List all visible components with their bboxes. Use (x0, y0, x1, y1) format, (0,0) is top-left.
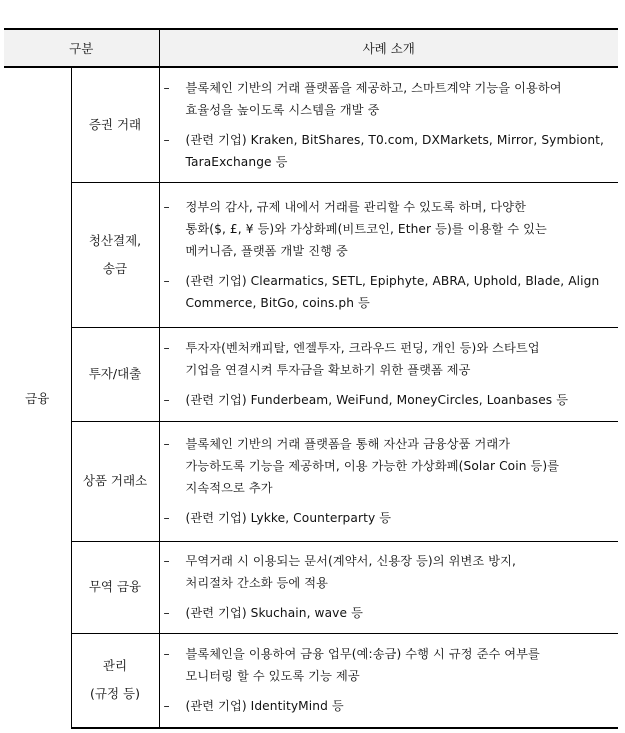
description-item (160, 602, 619, 624)
description-line: 모니터링 할 수 있도록 기능 제공 (185, 669, 360, 684)
description-line: 가능하도록 기능을 제공하며, 이용 가능한 가상화폐(Solar Coin 등)를 (185, 459, 560, 473)
description-cell (159, 182, 618, 327)
dash-bullet-icon: – (163, 393, 170, 407)
dash-bullet-icon: – (163, 647, 170, 662)
subcategory-cell (71, 541, 159, 633)
description-line: 메커니즘, 플랫폼 개발 진행 중 (185, 243, 348, 258)
description-item (160, 695, 619, 717)
table-row (4, 541, 618, 633)
description-line: (관련 기업) Skuchain, wave 등 (185, 606, 363, 620)
description-line: 블록체인 기반의 거래 플랫폼을 통해 자산과 금융상품 거래가 (185, 437, 511, 451)
table-row (4, 182, 618, 327)
description-item (160, 507, 619, 529)
description-item (160, 270, 619, 314)
description-line: TaraExchange 등 (185, 154, 288, 169)
subcategory-cell (71, 421, 159, 541)
dash-bullet-icon: – (163, 437, 170, 451)
header-category: 구분 (4, 29, 159, 67)
description-item (160, 129, 619, 173)
description-line: 처리절차 간소화 등에 적용 (185, 576, 329, 590)
description-line: 지속적으로 추가 (185, 481, 273, 495)
description-line: 효율성을 높이도록 시스템을 개발 중 (185, 102, 380, 117)
description-item (160, 337, 619, 381)
description-item (160, 77, 619, 121)
subcategory-line: 관리 (102, 658, 128, 674)
description-line: (관련 기업) Funderbeam, WeiFund, MoneyCircles, Loanbases 등 (185, 393, 569, 407)
subcategory-line: 증권 거래 (88, 116, 142, 132)
subcategory-cell (71, 182, 159, 327)
description-line: (관련 기업) Lykke, Counterparty 등 (185, 511, 392, 525)
description-item (160, 389, 619, 411)
description-line: (관련 기업) IdentityMind 등 (185, 699, 344, 714)
subcategory-cell (71, 327, 159, 421)
subcategory-line: 무역 금융 (88, 579, 142, 594)
dash-bullet-icon: – (163, 132, 170, 147)
table-body (4, 67, 618, 728)
blockchain-finance-table (4, 28, 618, 729)
description-line: Commerce, BitGo, coins.ph 등 (185, 295, 370, 310)
description-line: 정부의 감사, 규제 내에서 거래를 관리할 수 있도록 하며, 다양한 (185, 199, 527, 214)
dash-bullet-icon: – (163, 554, 170, 568)
dash-bullet-icon: – (163, 341, 170, 355)
description-line: 기업을 연결시켜 투자금을 확보하기 위한 플랫폼 제공 (185, 363, 471, 377)
table-row (4, 633, 618, 728)
category-cell: 금융 (4, 67, 71, 728)
description-item (160, 196, 619, 262)
table-row (4, 67, 618, 182)
description-line: 블록체인을 이용하여 금융 업무(예:송금) 수행 시 규정 준수 여부를 (185, 647, 540, 662)
description-cell (159, 633, 618, 728)
description-item (160, 643, 619, 687)
table-header-row (4, 29, 618, 67)
description-line: 무역거래 시 이용되는 문서(계약서, 신용장 등)의 위변조 방지, (185, 554, 516, 568)
dash-bullet-icon: – (163, 606, 170, 620)
description-cell (159, 421, 618, 541)
description-line: (관련 기업) Kraken, BitShares, T0.com, DXMarkets, Mirror, Symbiont, (185, 132, 605, 147)
header-cases: 사례 소개 (159, 29, 618, 67)
description-item (160, 550, 619, 594)
subcategory-line: 투자/대출 (88, 366, 142, 381)
table-row (4, 327, 618, 421)
description-line: 통화($, £, ¥ 등)와 가상화폐(비트코인, Ether 등)를 이용할 수 있는 (185, 221, 547, 236)
dash-bullet-icon: – (163, 199, 170, 214)
dash-bullet-icon: – (163, 273, 170, 288)
description-line: 투자자(벤처캐피탈, 엔젤투자, 크라우드 펀딩, 개인 등)와 스타트업 (185, 341, 540, 355)
subcategory-cell (71, 633, 159, 728)
dash-bullet-icon: – (163, 699, 170, 714)
description-cell (159, 67, 618, 182)
subcategory-cell (71, 67, 159, 182)
subcategory-line: 청산결제, (88, 232, 142, 248)
dash-bullet-icon: – (163, 80, 170, 95)
subcategory-line: (규정 등) (90, 686, 140, 702)
description-cell (159, 541, 618, 633)
description-cell (159, 327, 618, 421)
description-line: (관련 기업) Clearmatics, SETL, Epiphyte, ABRA, Uphold, Blade, Align (185, 273, 600, 288)
subcategory-line: 상품 거래소 (82, 473, 148, 488)
subcategory-line: 송금 (102, 260, 128, 276)
description-item (160, 433, 619, 499)
dash-bullet-icon: – (163, 511, 170, 525)
table-row (4, 421, 618, 541)
description-line: 블록체인 기반의 거래 플랫폼을 제공하고, 스마트계약 기능을 이용하여 (185, 80, 562, 95)
